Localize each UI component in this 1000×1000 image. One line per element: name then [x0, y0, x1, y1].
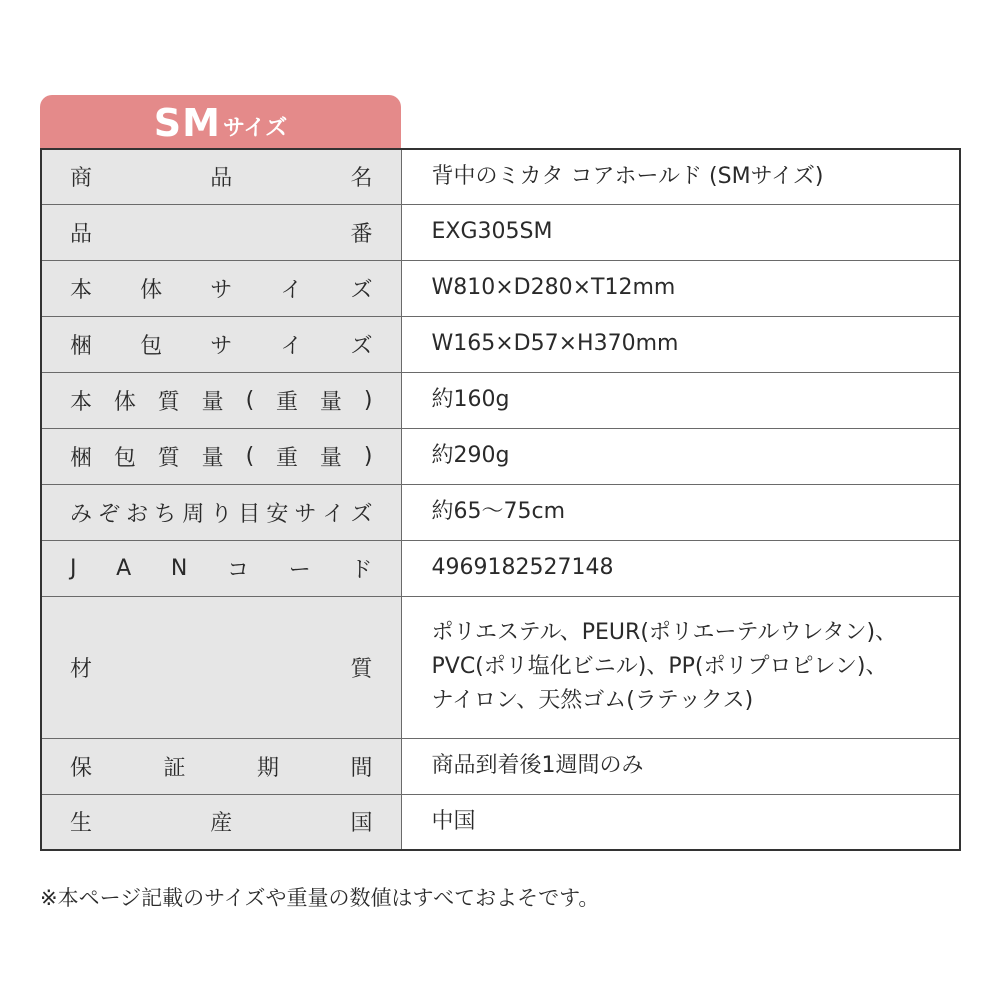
table-row	[41, 316, 960, 372]
row-label-waist-size: み ぞ お ち 周 り 目 安 サ イ ズ	[41, 484, 401, 540]
table-row	[41, 428, 960, 484]
row-value-material	[401, 596, 960, 738]
row-value-package-weight: 約290g	[401, 428, 960, 484]
row-label-material: 材 質	[41, 596, 401, 738]
row-label-package-weight: 梱 包 質 量 ( 重 量 )	[41, 428, 401, 484]
spec-table	[40, 148, 961, 851]
size-tab	[40, 95, 401, 148]
row-label-product-name: 商 品 名	[41, 149, 401, 204]
table-row	[41, 540, 960, 596]
row-value-waist-size: 約65〜75cm	[401, 484, 960, 540]
material-line: ナイロン、天然ゴム(ラテックス)	[431, 688, 754, 714]
row-value-product-name: 背中のミカタ コアホールド (SMサイズ)	[401, 149, 960, 204]
row-value-country: 中国	[401, 794, 960, 850]
row-value-jan-code: 4969182527148	[401, 540, 960, 596]
row-label-body-size: 本 体 サ イ ズ	[41, 260, 401, 316]
material-line: PVC(ポリ塩化ビニル)、PP(ポリプロピレン)、	[431, 653, 888, 679]
row-value-body-size: W810×D280×T12mm	[401, 260, 960, 316]
row-label-jan-code: J A N コ ー ド	[41, 540, 401, 596]
table-row	[41, 260, 960, 316]
size-tab-suffix: サイズ	[222, 116, 288, 141]
row-value-package-size: W165×D57×H370mm	[401, 316, 960, 372]
row-label-package-size: 梱 包 サ イ ズ	[41, 316, 401, 372]
row-value-warranty: 商品到着後1週間のみ	[401, 738, 960, 794]
size-tab-size: SM	[153, 101, 221, 145]
table-row	[41, 204, 960, 260]
row-value-model-number: EXG305SM	[401, 204, 960, 260]
table-row	[41, 484, 960, 540]
table-row	[41, 738, 960, 794]
table-row	[41, 372, 960, 428]
row-label-warranty: 保 証 期 間	[41, 738, 401, 794]
row-label-country: 生 産 国	[41, 794, 401, 850]
row-label-model-number: 品 番	[41, 204, 401, 260]
material-line: ポリエステル、PEUR(ポリエーテルウレタン)、	[431, 619, 898, 645]
table-row	[41, 596, 960, 738]
table-row	[41, 794, 960, 850]
row-label-body-weight: 本 体 質 量 ( 重 量 )	[41, 372, 401, 428]
table-row	[41, 149, 960, 204]
footnote: ※本ページ記載のサイズや重量の数値はすべておよそです。	[40, 886, 600, 910]
row-value-body-weight: 約160g	[401, 372, 960, 428]
